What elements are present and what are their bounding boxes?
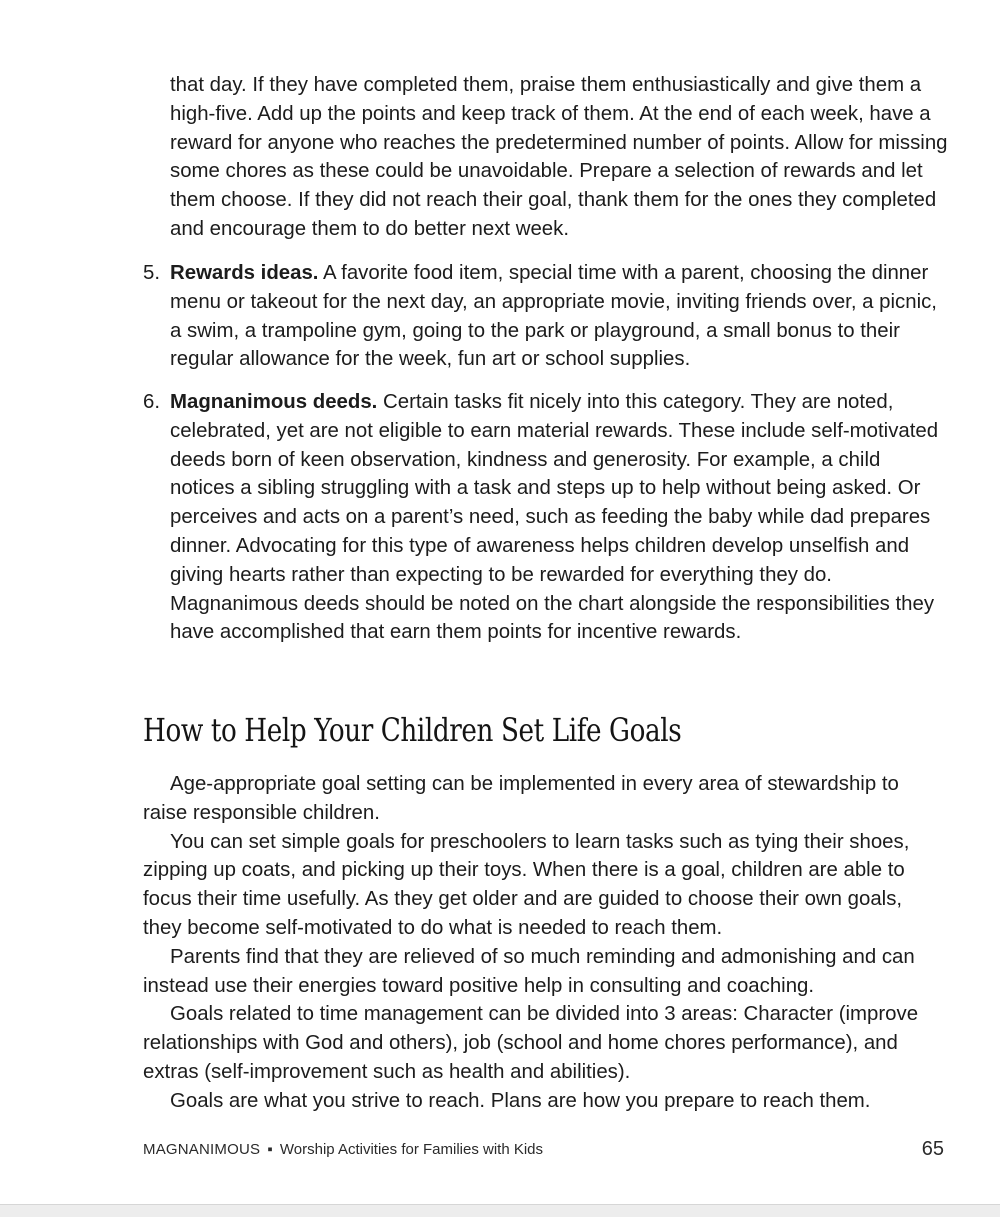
page-number: 65 (921, 1138, 944, 1160)
section-heading: How to Help Your Children Set Life Goals (143, 711, 682, 749)
list-item-number: 6. (143, 391, 161, 413)
list-item-term: Magnanimous deeds. (170, 391, 378, 413)
list-item-number: 5. (143, 262, 161, 284)
page-bottom-edge (0, 1204, 1000, 1217)
list-item-term: Rewards ideas. (170, 262, 319, 284)
footer-brand: MAGNANIMOUS (143, 1141, 261, 1158)
list-item-text: A favorite food item, special time with a parent, choosing the dinner menu or takeout for the next day, an appropriate movie, inviting friends over, a picnic, a swim, a trampoline gym, going to the park or playground, a small bonus to their regular allowance for the week, fun art or school supplies. (170, 262, 937, 371)
body-paragraph: Age-appropriate goal setting can be implemented in every area of stewardship to raise responsible children. (143, 773, 899, 824)
running-footer (143, 1140, 543, 1160)
list-item-text: Certain tasks fit nicely into this category. They are noted, celebrated, yet are not eligible to earn material rewards. These include self-motivated deeds born of keen observation, kindness and generosity. For example, a child notices a sibling struggling with a task and steps up to help without being asked. Or perceives and acts on a parent’s need, such as feeding the baby while dad prepares dinner. Advocating for this type of awareness helps children develop unselfish and giving hearts rather than expecting to be rewarded for everything they do. Magnanimous deeds should be noted on the chart alongside the responsibilities they have accomplished that earn them points for incentive rewards. (170, 391, 939, 644)
continuation-paragraph: that day. If they have completed them, praise them enthusiastically and give them a high-five. Add up the points and keep track of them. At the end of each week, have a reward for anyone who reaches the predetermined number of points. Allow for missing some chores as these could be unavoidable. Prepare a selection of rewards and let them choose. If they did not reach their goal, thank them for the ones they completed and encourage them to do better next week. (170, 74, 948, 240)
list-item-rewards-ideas (143, 259, 950, 374)
body-paragraph: Goals related to time management can be divided into 3 areas: Character (improve relationships with God and others), job (school and home chores performance), and extras (self-improvement such as health and abilities). (143, 1003, 919, 1083)
list-item-magnanimous-deeds (143, 388, 950, 647)
section-body (143, 770, 943, 1116)
footer-separator: ▪ (267, 1141, 273, 1158)
footer-book-title: Worship Activities for Families with Kids (279, 1141, 544, 1158)
body-paragraph: You can set simple goals for preschoolers to learn tasks such as tying their shoes, zipping up coats, and picking up their toys. When there is a goal, children are able to focus their time usefully. As they get older and are guided to choose their own goals, they become self-motivated to do what is needed to reach them. (143, 830, 910, 939)
body-paragraph: Parents find that they are relieved of so much reminding and admonishing and can instead use their energies toward positive help in consulting and coaching. (143, 945, 915, 997)
body-paragraph: Goals are what you strive to reach. Plans are how you prepare to reach them. (170, 1089, 871, 1112)
